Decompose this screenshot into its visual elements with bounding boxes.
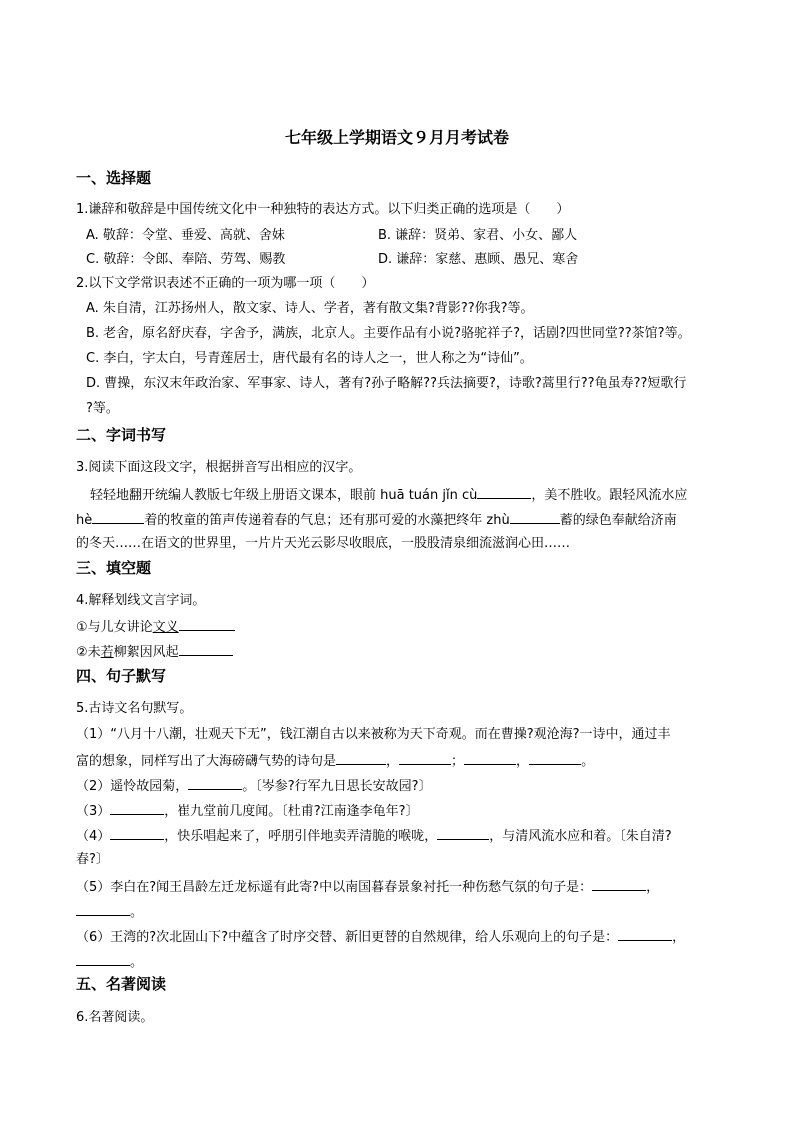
q2-option-b: B. 老舍，原名舒庆春，字舍予，满族，北京人。主要作品有小说?骆驼祥子?，话剧?四世同堂??茶馆?等。: [86, 326, 691, 341]
q5-text: ，崔九堂前几度闻。〔杜甫?江南逢李龟年?〕: [164, 804, 419, 819]
q5-text: （4）: [76, 829, 111, 844]
section-heading-recite: 四、句子默写: [76, 667, 167, 685]
answer-blank[interactable]: [529, 751, 581, 765]
section-heading-words: 二、字词书写: [76, 426, 167, 444]
q1-option-a: A. 敬辞：令堂、垂爱、高就、舍妹: [86, 228, 285, 243]
q2-option-a: A. 朱自清，江苏扬州人，散文家、诗人、学者，著有散文集?背影??你我?等。: [86, 301, 534, 316]
q5-text: ，: [516, 754, 530, 769]
answer-blank[interactable]: [477, 485, 531, 499]
q4-stem: 4.解释划线文言字词。: [76, 593, 206, 608]
q4-text: ②未: [76, 645, 101, 660]
q3-stem: 3.阅读下面这段文字，根据拼音写出相应的汉字。: [76, 460, 362, 475]
answer-blank[interactable]: [76, 952, 130, 966]
q3-text: ，美不胜收。跟轻风流水应: [531, 488, 688, 503]
q5-text: ，与清风流水应和着。〔朱自清?: [489, 829, 672, 844]
q5-line-3: [76, 776, 432, 796]
q6-stem: 6.名著阅读。: [76, 1010, 154, 1025]
q4-underlined-word: 文义: [152, 620, 179, 635]
section-heading-choice: 一、选择题: [76, 169, 152, 187]
q3-paragraph-line1: [90, 485, 687, 505]
q1-option-c: C. 敬辞：令郎、奉陪、劳驾、赐教: [86, 252, 286, 267]
q5-line-9: [76, 927, 685, 947]
q5-text: （2）遥怜故园菊，: [76, 779, 189, 794]
answer-blank[interactable]: [618, 927, 672, 941]
page-title: 七年级上学期语文９月月考试卷: [284, 128, 509, 147]
q1-option-b: B. 谦辞：贤弟、家君、小女、鄙人: [378, 228, 578, 243]
q2-stem: 2.以下文学常识表述不正确的一项为哪一项（ ）: [76, 276, 375, 291]
q4-item-2: [76, 642, 233, 662]
q4-item-1: [76, 617, 235, 637]
q1-option-d: D. 谦辞：家慈、惠顾、愚兄、寒舍: [378, 252, 579, 267]
answer-blank[interactable]: [179, 617, 235, 631]
answer-blank[interactable]: [179, 642, 233, 656]
q5-text: 。: [581, 754, 595, 769]
q5-text: 。: [130, 955, 144, 970]
q5-text: ，: [386, 754, 400, 769]
q5-text: ，: [646, 880, 660, 895]
q5-text: （3）: [76, 804, 111, 819]
answer-blank[interactable]: [399, 751, 451, 765]
q5-line-4: [76, 801, 419, 821]
q5-text: ；: [451, 754, 465, 769]
answer-blank[interactable]: [110, 801, 164, 815]
section-heading-fill: 三、填空题: [76, 559, 152, 577]
answer-blank[interactable]: [336, 751, 386, 765]
q5-line-10: [76, 952, 143, 972]
q5-text: 富的想象，同样写出了大海磅礴气势的诗句是: [76, 754, 337, 769]
answer-blank[interactable]: [592, 877, 646, 891]
q5-text: （6）王湾的?次北固山下?中蕴含了时序交替、新旧更替的自然规律，给人乐观向上的句子是：: [76, 930, 619, 945]
answer-blank[interactable]: [188, 776, 242, 790]
answer-blank[interactable]: [92, 510, 144, 524]
q4-text: ①与儿女讲论: [76, 620, 153, 635]
q5-line-2: [76, 751, 594, 771]
q2-option-d: D. 曹操，东汉末年政治家、军事家、诗人，著有?孙子略解??兵法摘要?，诗歌?蒿里行??龟虽寿??短歌行: [86, 376, 687, 391]
q3-paragraph-line3: 的冬天……在语文的世界里，一片片天光云影尽收眼底，一股股清泉细流滋润心田……: [76, 536, 571, 551]
q3-text: hè: [76, 513, 93, 528]
q5-line-1: （1）“八月十八潮，壮观天下无”，钱江潮自古以来被称为天下奇观。而在曹操?观沧海?一诗中，通过丰: [76, 727, 671, 742]
q3-paragraph-line2: [76, 510, 677, 530]
q5-line-5: [76, 826, 672, 846]
q3-text: 着的牧童的笛声传递着春的气息；还有那可爱的水藻把终年 zhù: [144, 513, 510, 528]
q5-text: 。: [130, 905, 144, 920]
q5-line-8: [76, 902, 143, 922]
q2-option-d-continued: ?等。: [86, 401, 119, 416]
q5-text: （5）李白在?闻王昌龄左迁龙标遥有此寄?中以南国暮春景象衬托一种伤愁气氛的句子是：: [76, 880, 593, 895]
q4-text: 柳絮因风起: [113, 645, 179, 660]
q3-text: 轻轻地翻开统编人教版七年级上册语文课本，眼前 huā tuán jǐn cù: [90, 488, 478, 503]
q2-option-c: C. 李白，字太白，号青莲居士，唐代最有名的诗人之一，世人称之为“诗仙”。: [86, 351, 533, 366]
answer-blank[interactable]: [464, 751, 516, 765]
q5-text: ，: [672, 930, 686, 945]
answer-blank[interactable]: [510, 510, 560, 524]
section-heading-classics: 五、名著阅读: [76, 975, 167, 993]
q1-stem: 1.谦辞和敬辞是中国传统文化中一种独特的表达方式。以下归类正确的选项是（ ）: [76, 202, 570, 217]
q5-text: 。〔岑参?行军九日思长安故园?〕: [242, 779, 432, 794]
q5-line-6: 春?〕: [76, 852, 109, 867]
answer-blank[interactable]: [76, 902, 130, 916]
answer-blank[interactable]: [437, 826, 489, 840]
answer-blank[interactable]: [110, 826, 164, 840]
q3-text: 蓄的绿色奉献给济南: [559, 513, 677, 528]
q5-text: ，快乐唱起来了，呼朋引伴地卖弄清脆的喉咙，: [164, 829, 438, 844]
q4-underlined-word: 若: [100, 645, 114, 660]
q5-stem: 5.古诗文名句默写。: [76, 701, 193, 716]
q5-line-7: [76, 877, 659, 897]
